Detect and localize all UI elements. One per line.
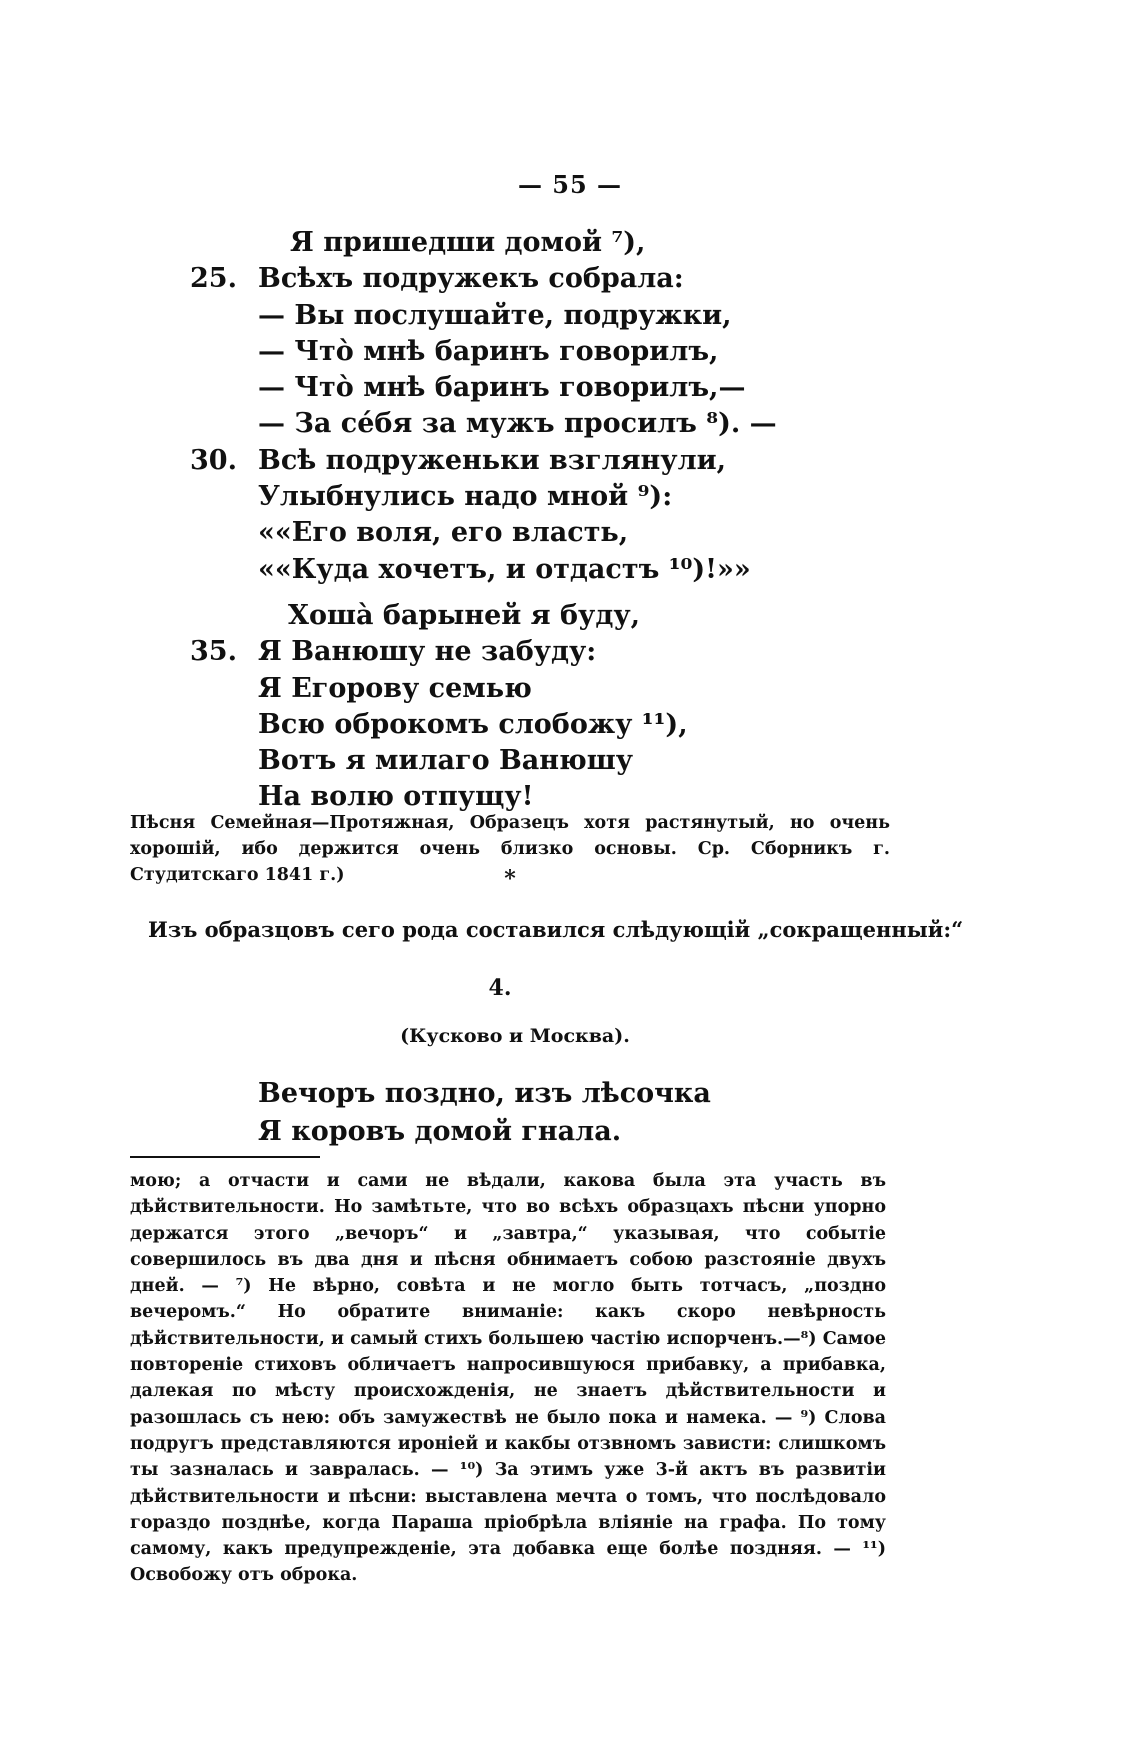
verse-line: [190, 225, 890, 261]
section-number: 4.: [488, 975, 512, 1001]
page-number: — 55 —: [517, 170, 623, 199]
section-separator: *: [504, 866, 516, 892]
verse-text: Всѣхъ подружекъ собрала:: [258, 263, 684, 295]
line-number: 25.: [190, 263, 237, 295]
verse-text: На волю отпущу!: [258, 781, 534, 813]
footnotes-text: мою; а отчасти и сами не вѣдали, какова была эта участь въ дѣйствительности. Но замѣтьте, что во всѣхъ образцахъ пѣсни упорно держатся этого „вечоръ“ и „завтра,“ указывая, что событіе совершилось въ два дня и пѣсня обнимаетъ собою разстояніе двухъ дней. — ⁷) Не вѣрно, совѣта и не могло быть тотчасъ, „поздно вечеромъ.“ Но обратите вниманіе: какъ скоро невѣрность дѣйствительности, и самый стихъ большею частію испорченъ.—⁸) Самое повтореніе стиховъ обличаетъ напросившуюся прибавку, а прибавка, далекая по мѣсту происхожденія, не знаетъ дѣйствительности и разошлась съ нею: объ замужествѣ не было пока и намека. — ⁹) Слова подругъ представляются ироніей и какбы отзвномъ зависти: слишкомъ ты зазналась и завралась. — ¹⁰) За этимъ уже 3-й актъ въ развитіи дѣйствительности и пѣсни: выставлена мечта о томъ, что послѣдовало гораздо позднѣе, когда Параша пріобрѣла вліяніе на графа. По тому самому, какъ предупрежденіе, эта добавка еще болѣе поздняя. — ¹¹) Освобожу отъ оброка.: [130, 1171, 886, 1586]
verse-text: Всю оброкомъ слобожу ¹¹),: [258, 708, 688, 740]
verse-text: — Вы послушайте, подружки,: [258, 299, 732, 331]
verse-text: — За сéбя за мужъ просилъ ⁸). —: [258, 408, 777, 440]
verse-line: [190, 552, 890, 588]
verse-line: [190, 261, 890, 297]
verse-line: [190, 707, 890, 743]
footnote-divider: [130, 1156, 320, 1158]
verse-text: — Чтò мнѣ баринъ говорилъ,—: [258, 372, 746, 404]
verse-line: [190, 406, 890, 442]
verse-line: [190, 298, 890, 334]
verse-block-2: [258, 1075, 711, 1151]
line-number: 35.: [190, 636, 237, 668]
verse-line: [190, 370, 890, 406]
verse-block: [190, 225, 890, 816]
verse-text: ««Его воля, его власть,: [258, 517, 629, 549]
verse-text: Я Егорову семью: [258, 672, 532, 704]
source-note: Пѣсня Семейная—Протяжная, Образецъ хотя растянутый, но очень хорошій, ибо держится очень близко основы. Ср. Сборникъ г. Студитскаго 1841 г.): [130, 813, 890, 885]
verse-line: [190, 443, 890, 479]
footnotes: [130, 1168, 886, 1589]
line-number: 30.: [190, 444, 237, 476]
verse-text: Вотъ я милаго Ванюшу: [258, 745, 634, 777]
verse-line: [190, 743, 890, 779]
verse-line: [190, 634, 890, 670]
verse-line: Я коровъ домой гнала.: [258, 1116, 622, 1147]
verse-text: Хошà барыней я буду,: [288, 599, 641, 631]
verse-text: Я Ванюшу не забуду:: [258, 636, 597, 668]
verse-line: Вечоръ поздно, изъ лѣсочка: [258, 1078, 711, 1109]
verse-text: Я пришедши домой ⁷),: [290, 227, 646, 258]
intro-heading: Изъ образцовъ сего рода составился слѣдующій „сокращенный:“: [148, 917, 964, 942]
verse-line: [190, 479, 890, 515]
verse-line: [190, 598, 890, 634]
verse-text: Всѣ подруженьки взглянули,: [258, 444, 727, 476]
verse-line: [190, 671, 890, 707]
section-subtitle: (Кусково и Москва).: [400, 1025, 630, 1047]
verse-text: Улыбнулись надо мной ⁹):: [258, 481, 673, 513]
verse-line: [190, 515, 890, 551]
verse-line: [190, 334, 890, 370]
verse-text: ««Куда хочетъ, и отдастъ ¹⁰)!»»: [258, 553, 751, 585]
stanza-gap: [190, 588, 890, 598]
verse-text: — Чтò мнѣ баринъ говорилъ,: [258, 335, 719, 367]
